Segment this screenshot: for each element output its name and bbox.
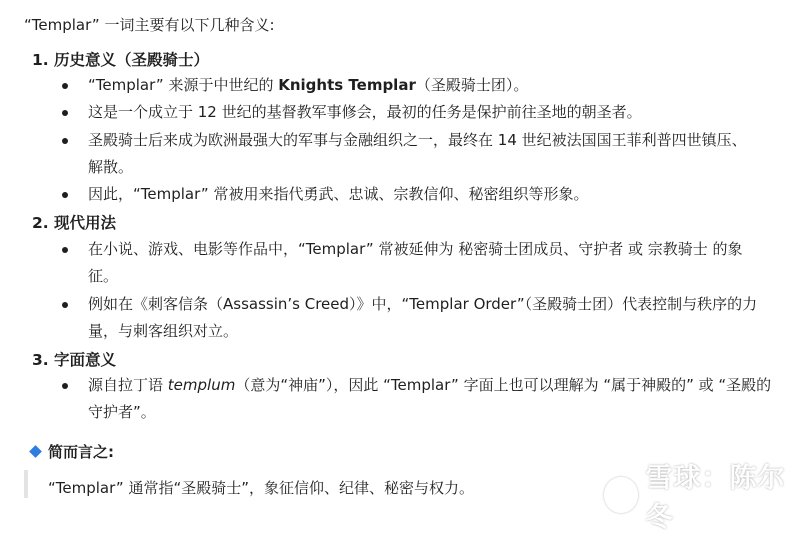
watermark — [604, 456, 800, 534]
section-heading-3 — [32, 348, 116, 370]
bullet-strong-text: Knights Templar — [278, 76, 416, 94]
bullet-text: 例如在《刺客信条（Assassin’s Creed）》中，“Templar Order”（圣殿骑士团）代表控制与秩序的力 — [88, 295, 758, 313]
bullet-dot-icon — [62, 138, 68, 144]
list-item — [62, 291, 772, 345]
intro-text: “Templar” 一词主要有以下几种含义: — [24, 16, 275, 34]
section-title: 字面意义 — [54, 351, 117, 369]
bullet-text: 因此，“Templar” 常被用来指代勇武、忠诚、宗教信仰、秘密组织等形象。 — [88, 185, 589, 203]
bullet-text: （圣殿骑士团）。 — [415, 76, 529, 94]
bullet-text: 在小说、游戏、电影等作品中，“Templar” 常被延伸为 秘密骑士团成员、守护者 或 宗教骑士 的象 — [88, 240, 743, 258]
bullet-dot-icon — [62, 83, 68, 89]
bullet-dot-icon — [62, 110, 68, 116]
bullet-text-continued: 量，与刺客组织对立。 — [88, 322, 239, 340]
bullet-text-continued: 征。 — [88, 267, 119, 285]
section-number: 3. — [32, 351, 49, 369]
bullet-text: “Templar” 来源于中世纪的 — [88, 76, 279, 94]
list-item — [62, 127, 772, 181]
bullet-text: （意为“神庙”），因此 “Templar” 字面上也可以理解为 “属于神殿的” 或 “圣殿的 — [235, 376, 772, 394]
bullet-text-continued: 解散。 — [88, 158, 134, 176]
section-number: 2. — [32, 214, 49, 232]
bullet-dot-icon — [62, 247, 68, 253]
summary-quote: “Templar” 通常指“圣殿骑士”，象征信仰、纪律、秘密与权力。 — [48, 479, 474, 497]
list-item — [62, 236, 772, 290]
bullet-text: 圣殿骑士后来成为欧洲最强大的军事与金融组织之一，最终在 14 世纪被法国国王菲利普四世镇压、 — [88, 131, 747, 149]
bullet-dot-icon — [62, 192, 68, 198]
xueqiu-logo-icon — [604, 477, 638, 513]
section-title: 现代用法 — [54, 214, 117, 232]
bullet-dot-icon — [62, 383, 68, 389]
summary-heading-text: 简而言之: — [48, 443, 114, 461]
bullet-dot-icon — [62, 302, 68, 308]
blue-diamond-icon — [29, 445, 42, 458]
watermark-text: 雪球：陈尔冬 — [645, 463, 786, 533]
section-heading-1 — [32, 48, 209, 70]
bullet-text-continued: 守护者”。 — [88, 403, 156, 421]
list-item — [62, 181, 772, 208]
bullet-text: 源自拉丁语 — [88, 376, 168, 394]
list-item — [62, 72, 772, 99]
bullet-italic-text: templum — [167, 376, 236, 394]
bullet-text: 这是一个成立于 12 世纪的基督教军事修会，最初的任务是保护前往圣地的朝圣者。 — [88, 103, 642, 121]
list-item — [62, 372, 772, 426]
blockquote-bar — [24, 470, 28, 498]
section-title: 历史意义（圣殿骑士） — [54, 51, 210, 69]
section-number: 1. — [32, 51, 49, 69]
summary-heading — [28, 441, 114, 462]
section-heading-2 — [32, 211, 116, 233]
list-item — [62, 99, 772, 126]
